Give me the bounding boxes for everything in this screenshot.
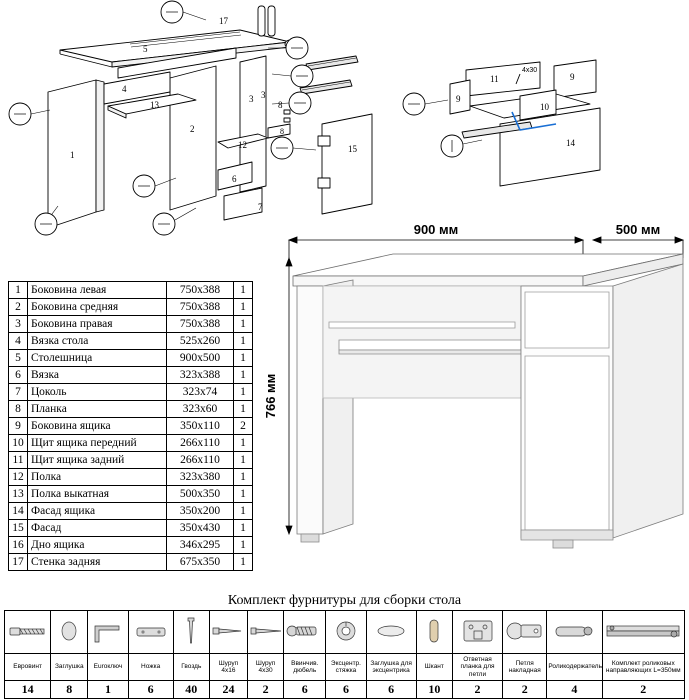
width-dimension-label: 900 мм: [413, 222, 459, 237]
svg-text:14: 14: [566, 138, 575, 148]
table-row: [9, 333, 253, 350]
svg-text:3: 3: [261, 90, 266, 100]
part-size: 350x110: [167, 418, 234, 435]
kit-label: Ввинчив. дюбель: [284, 654, 326, 681]
part-number: 14: [9, 503, 28, 520]
kit-count: 24: [209, 681, 247, 699]
part-name: Дно ящика: [28, 537, 167, 554]
screw-4x30-icon: [248, 611, 284, 654]
svg-text:9: 9: [570, 72, 575, 82]
part-name: Боковина ящика: [28, 418, 167, 435]
kit-label: Евровинт: [5, 654, 51, 681]
kit-label: Комплект роликовых направляющих L=350мм: [602, 654, 684, 681]
part-name: Вязка стола: [28, 333, 167, 350]
part-name: Фасад: [28, 520, 167, 537]
part-name: Щит ящика задний: [28, 452, 167, 469]
svg-text:10: 10: [540, 102, 549, 112]
hinge-icon: [503, 611, 547, 654]
kit-label: Шуруп 4x16: [209, 654, 247, 681]
part-qty: 1: [234, 469, 253, 486]
kit-label: Петля накладная: [503, 654, 547, 681]
svg-text:15: 15: [348, 144, 357, 154]
part-size: 323x380: [167, 469, 234, 486]
kit-label: Заглушка для эксцентрика: [366, 654, 416, 681]
kit-count: 1: [88, 681, 128, 699]
table-row: [9, 503, 253, 520]
table-row: [9, 282, 253, 299]
part-name: Вязка: [28, 367, 167, 384]
kit-count: 6: [284, 681, 326, 699]
screw-4x16-icon: [209, 611, 247, 654]
assembled-product-drawing: [253, 218, 689, 578]
svg-text:8: 8: [280, 127, 284, 136]
hardware-kit-title: Комплект фурнитуры для сборки стола: [227, 593, 462, 608]
part-size: 266x110: [167, 435, 234, 452]
part-qty: 1: [234, 486, 253, 503]
parts-list-table: [8, 281, 253, 571]
part-size: 350x430: [167, 520, 234, 537]
svg-text:5: 5: [143, 44, 148, 54]
kit-count: 2: [602, 681, 684, 699]
table-row: [9, 435, 253, 452]
part-number: 11: [9, 452, 28, 469]
part-qty: 1: [234, 299, 253, 316]
part-size: 323x388: [167, 367, 234, 384]
part-name: Столешница: [28, 350, 167, 367]
svg-text:4x30: 4x30: [522, 67, 538, 74]
kit-count: 2: [248, 681, 284, 699]
part-number: 8: [9, 401, 28, 418]
part-qty: 1: [234, 452, 253, 469]
svg-text:7: 7: [258, 202, 263, 212]
table-row: [9, 554, 253, 571]
table-row: [9, 418, 253, 435]
allen-key-icon: [88, 611, 128, 654]
part-name: Полка выкатная: [28, 486, 167, 503]
part-number: 5: [9, 350, 28, 367]
part-size: 525x260: [167, 333, 234, 350]
part-qty: 1: [234, 367, 253, 384]
nail-icon: [173, 611, 209, 654]
svg-text:1: 1: [70, 150, 75, 160]
kit-count: 6: [366, 681, 416, 699]
part-number: 17: [9, 554, 28, 571]
part-qty: 1: [234, 520, 253, 537]
part-number: 15: [9, 520, 28, 537]
table-row: [9, 469, 253, 486]
part-size: 900x500: [167, 350, 234, 367]
part-qty: 1: [234, 350, 253, 367]
table-row: [9, 299, 253, 316]
part-size: 346x295: [167, 537, 234, 554]
part-size: 750x388: [167, 282, 234, 299]
part-name: Стенка задняя: [28, 554, 167, 571]
table-row: [9, 537, 253, 554]
kit-count: 6: [326, 681, 366, 699]
table-row: [9, 367, 253, 384]
kit-count: 14: [5, 681, 51, 699]
part-name: Боковина средняя: [28, 299, 167, 316]
kit-count: 8: [51, 681, 88, 699]
svg-text:13: 13: [150, 100, 159, 110]
kit-count: 40: [173, 681, 209, 699]
part-name: Фасад ящика: [28, 503, 167, 520]
part-number: 3: [9, 316, 28, 333]
part-number: 4: [9, 333, 28, 350]
part-number: 13: [9, 486, 28, 503]
part-size: 266x110: [167, 452, 234, 469]
part-qty: 1: [234, 554, 253, 571]
cam-cap-icon: [366, 611, 416, 654]
kit-label: Шуруп 4x30: [248, 654, 284, 681]
kit-count: 6: [128, 681, 173, 699]
part-qty: 1: [234, 384, 253, 401]
table-row: [9, 316, 253, 333]
kit-label: Ответная планка для петли: [452, 654, 502, 681]
part-qty: 1: [234, 282, 253, 299]
svg-text:11: 11: [490, 74, 499, 84]
part-qty: 1: [234, 537, 253, 554]
part-number: 16: [9, 537, 28, 554]
table-row: [9, 520, 253, 537]
cam-lock-icon: [326, 611, 366, 654]
kit-count: 4: [547, 681, 602, 699]
table-row: [9, 401, 253, 418]
part-number: 7: [9, 384, 28, 401]
kit-count: 2: [503, 681, 547, 699]
part-name: Цоколь: [28, 384, 167, 401]
svg-text:2: 2: [190, 124, 195, 134]
hardware-kit-table: [4, 610, 685, 699]
kit-count: 10: [416, 681, 452, 699]
part-qty: 1: [234, 401, 253, 418]
part-number: 10: [9, 435, 28, 452]
part-size: 350x200: [167, 503, 234, 520]
parts-list-body: [9, 282, 253, 571]
foot-icon: [128, 611, 173, 654]
exploded-assembly-diagram: [0, 0, 689, 240]
part-size: 500x350: [167, 486, 234, 503]
svg-text:6: 6: [232, 174, 237, 184]
part-name: Щит ящика передний: [28, 435, 167, 452]
kit-label: Ножка: [128, 654, 173, 681]
kit-label: Шкант: [416, 654, 452, 681]
part-qty: 1: [234, 435, 253, 452]
kit-label: Эксцентр. стяжка: [326, 654, 366, 681]
svg-text:4: 4: [122, 84, 127, 94]
part-size: 675x350: [167, 554, 234, 571]
part-number: 9: [9, 418, 28, 435]
part-size: 750x388: [167, 316, 234, 333]
part-qty: 1: [234, 503, 253, 520]
height-dimension-label: 766 мм: [263, 373, 278, 419]
depth-dimension-label: 500 мм: [615, 222, 661, 237]
part-qty: 1: [234, 316, 253, 333]
cap-icon: [51, 611, 88, 654]
hinge-plate-icon: [452, 611, 502, 654]
kit-count: 2: [452, 681, 502, 699]
svg-text:17: 17: [219, 16, 228, 26]
dowel-icon: [416, 611, 452, 654]
svg-text:12: 12: [238, 140, 247, 150]
part-number: 12: [9, 469, 28, 486]
kit-label: Гвоздь: [173, 654, 209, 681]
part-number: 2: [9, 299, 28, 316]
part-name: Боковина правая: [28, 316, 167, 333]
kit-label: Заглушка: [51, 654, 88, 681]
roller-holder-icon: [547, 611, 602, 654]
table-row: [9, 486, 253, 503]
part-qty: 1: [234, 333, 253, 350]
svg-text:3: 3: [249, 94, 254, 104]
table-row: [9, 350, 253, 367]
confirmat-icon: [284, 611, 326, 654]
kit-label: Роликодержатель: [547, 654, 602, 681]
svg-text:9: 9: [456, 94, 461, 104]
slide-rail-icon: [602, 611, 684, 654]
part-name: Планка: [28, 401, 167, 418]
table-row: [9, 384, 253, 401]
part-qty: 2: [234, 418, 253, 435]
part-number: 6: [9, 367, 28, 384]
svg-text:8: 8: [278, 100, 283, 110]
part-size: 750x388: [167, 299, 234, 316]
part-name: Полка: [28, 469, 167, 486]
part-number: 1: [9, 282, 28, 299]
table-row: [9, 452, 253, 469]
euroscrew-icon: [5, 611, 51, 654]
part-size: 323x74: [167, 384, 234, 401]
part-name: Боковина левая: [28, 282, 167, 299]
part-size: 323x60: [167, 401, 234, 418]
kit-label: Euroключ: [88, 654, 128, 681]
